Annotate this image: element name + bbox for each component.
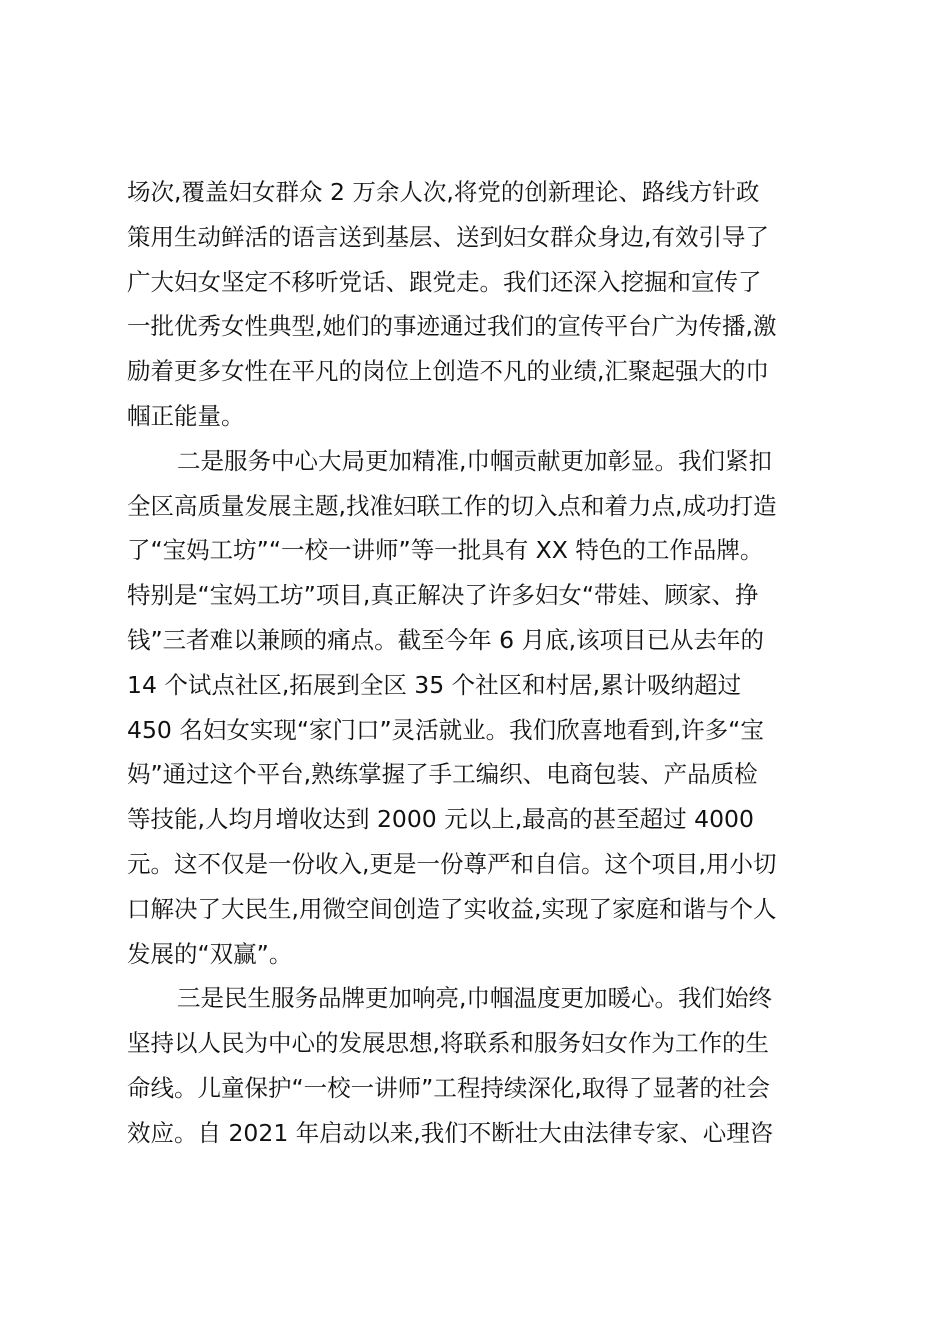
text-line: 命线。儿童保护“一校一讲师”工程持续深化,取得了显著的社会	[127, 1073, 770, 1102]
document-body	[127, 170, 832, 1156]
paragraph-2	[127, 439, 832, 977]
text-line: 等技能,人均月增收达到 2000 元以上,最高的甚至超过 4000	[127, 805, 754, 834]
text-line: 14 个试点社区,拓展到全区 35 个社区和村居,累计吸纳超过	[127, 670, 742, 699]
text-line: 坚持以人民为中心的发展思想,将联系和服务妇女作为工作的生	[127, 1029, 769, 1058]
text-line: 450 名妇女实现“家门口”灵活就业。我们欣喜地看到,许多“宝	[127, 715, 764, 744]
text-line: 效应。自 2021 年启动以来,我们不断壮大由法律专家、心理咨	[127, 1118, 774, 1147]
text-line: 元。这不仅是一份收入,更是一份尊严和自信。这个项目,用小切	[127, 849, 777, 878]
text-line: 发展的“双赢”。	[127, 939, 293, 968]
text-line: 广大妇女坚定不移听党话、跟党走。我们还深入挖掘和宣传了	[127, 267, 762, 296]
text-line: 二是服务中心大局更加精准,巾帼贡献更加彰显。我们紧扣	[177, 446, 772, 475]
paragraph-1	[127, 170, 832, 439]
text-line: 特别是“宝妈工坊”项目,真正解决了许多妇女“带娃、顾家、挣	[127, 581, 759, 610]
text-line: 一批优秀女性典型,她们的事迹通过我们的宣传平台广为传播,激	[127, 312, 777, 341]
paragraph-3	[127, 976, 832, 1155]
text-line: 励着更多女性在平凡的岗位上创造不凡的业绩,汇聚起强大的巾	[127, 357, 769, 386]
text-line: 妈”通过这个平台,熟练掌握了手工编织、电商包装、产品质检	[127, 760, 758, 789]
text-line: 场次,覆盖妇女群众 2 万余人次,将党的创新理论、路线方针政	[127, 178, 760, 206]
text-line: 了“宝妈工坊”“一校一讲师”等一批具有 XX 特色的工作品牌。	[127, 536, 764, 565]
text-line: 钱”三者难以兼顾的痛点。截至今年 6 月底,该项目已从去年的	[127, 625, 765, 654]
text-line: 全区高质量发展主题,找准妇联工作的切入点和着力点,成功打造	[127, 491, 777, 520]
text-line: 策用生动鲜活的语言送到基层、送到妇女群众身边,有效引导了	[127, 222, 769, 251]
text-line: 帼正能量。	[127, 401, 245, 430]
text-line: 口解决了大民生,用微空间创造了实收益,实现了家庭和谐与个人	[127, 894, 777, 923]
text-line: 三是民生服务品牌更加响亮,巾帼温度更加暖心。我们始终	[177, 984, 772, 1013]
